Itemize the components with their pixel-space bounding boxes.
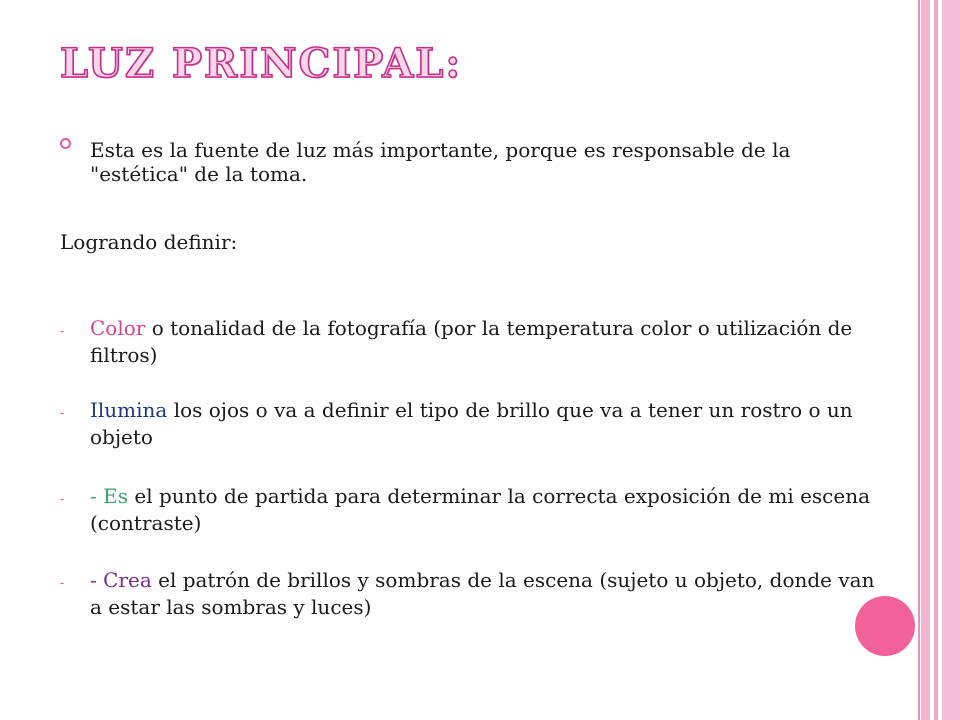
dash-marker: - — [60, 576, 65, 590]
dash-marker: - — [60, 492, 65, 506]
keyword-color: Color — [90, 316, 146, 340]
dash-marker: - — [60, 324, 65, 338]
decorative-stripe — [939, 0, 941, 720]
list-item-ilumina — [60, 398, 890, 449]
keyword-es: Es — [103, 484, 128, 508]
subheading: Logrando definir: — [60, 230, 238, 254]
decorative-stripe — [921, 0, 930, 720]
list-item-text: el patrón de brillos y sombras de la escena (sujeto u objeto, donde van a estar las sombras y luces) — [90, 568, 875, 619]
decorative-stripe — [931, 0, 933, 720]
keyword-ilumina: Ilumina — [90, 398, 168, 422]
keyword-prefix: - — [90, 484, 104, 508]
circle-bullet-icon — [60, 138, 71, 149]
dash-marker: - — [60, 406, 65, 420]
intro-text: Esta es la fuente de luz más importante, porque es responsable de la "estética" de la toma. — [90, 138, 791, 186]
list-item-es — [60, 484, 890, 535]
list-item-text: los ojos o va a definir el tipo de brillo que va a tener un rostro o un objeto — [90, 398, 853, 449]
list-item-text: el punto de partida para determinar la correcta exposición de mi escena (contraste) — [90, 484, 871, 535]
slide-title: LUZ PRINCIPAL: — [60, 40, 463, 87]
list-item-text: o tonalidad de la fotografía (por la temperatura color o utilización de filtros) — [90, 316, 853, 367]
list-item-crea — [60, 568, 890, 619]
list-item-color — [60, 316, 890, 367]
decorative-stripe — [918, 0, 920, 720]
decorative-stripe — [942, 0, 960, 720]
decorative-stripe — [934, 0, 938, 720]
keyword-crea: Crea — [103, 568, 152, 592]
keyword-prefix: - — [90, 568, 104, 592]
